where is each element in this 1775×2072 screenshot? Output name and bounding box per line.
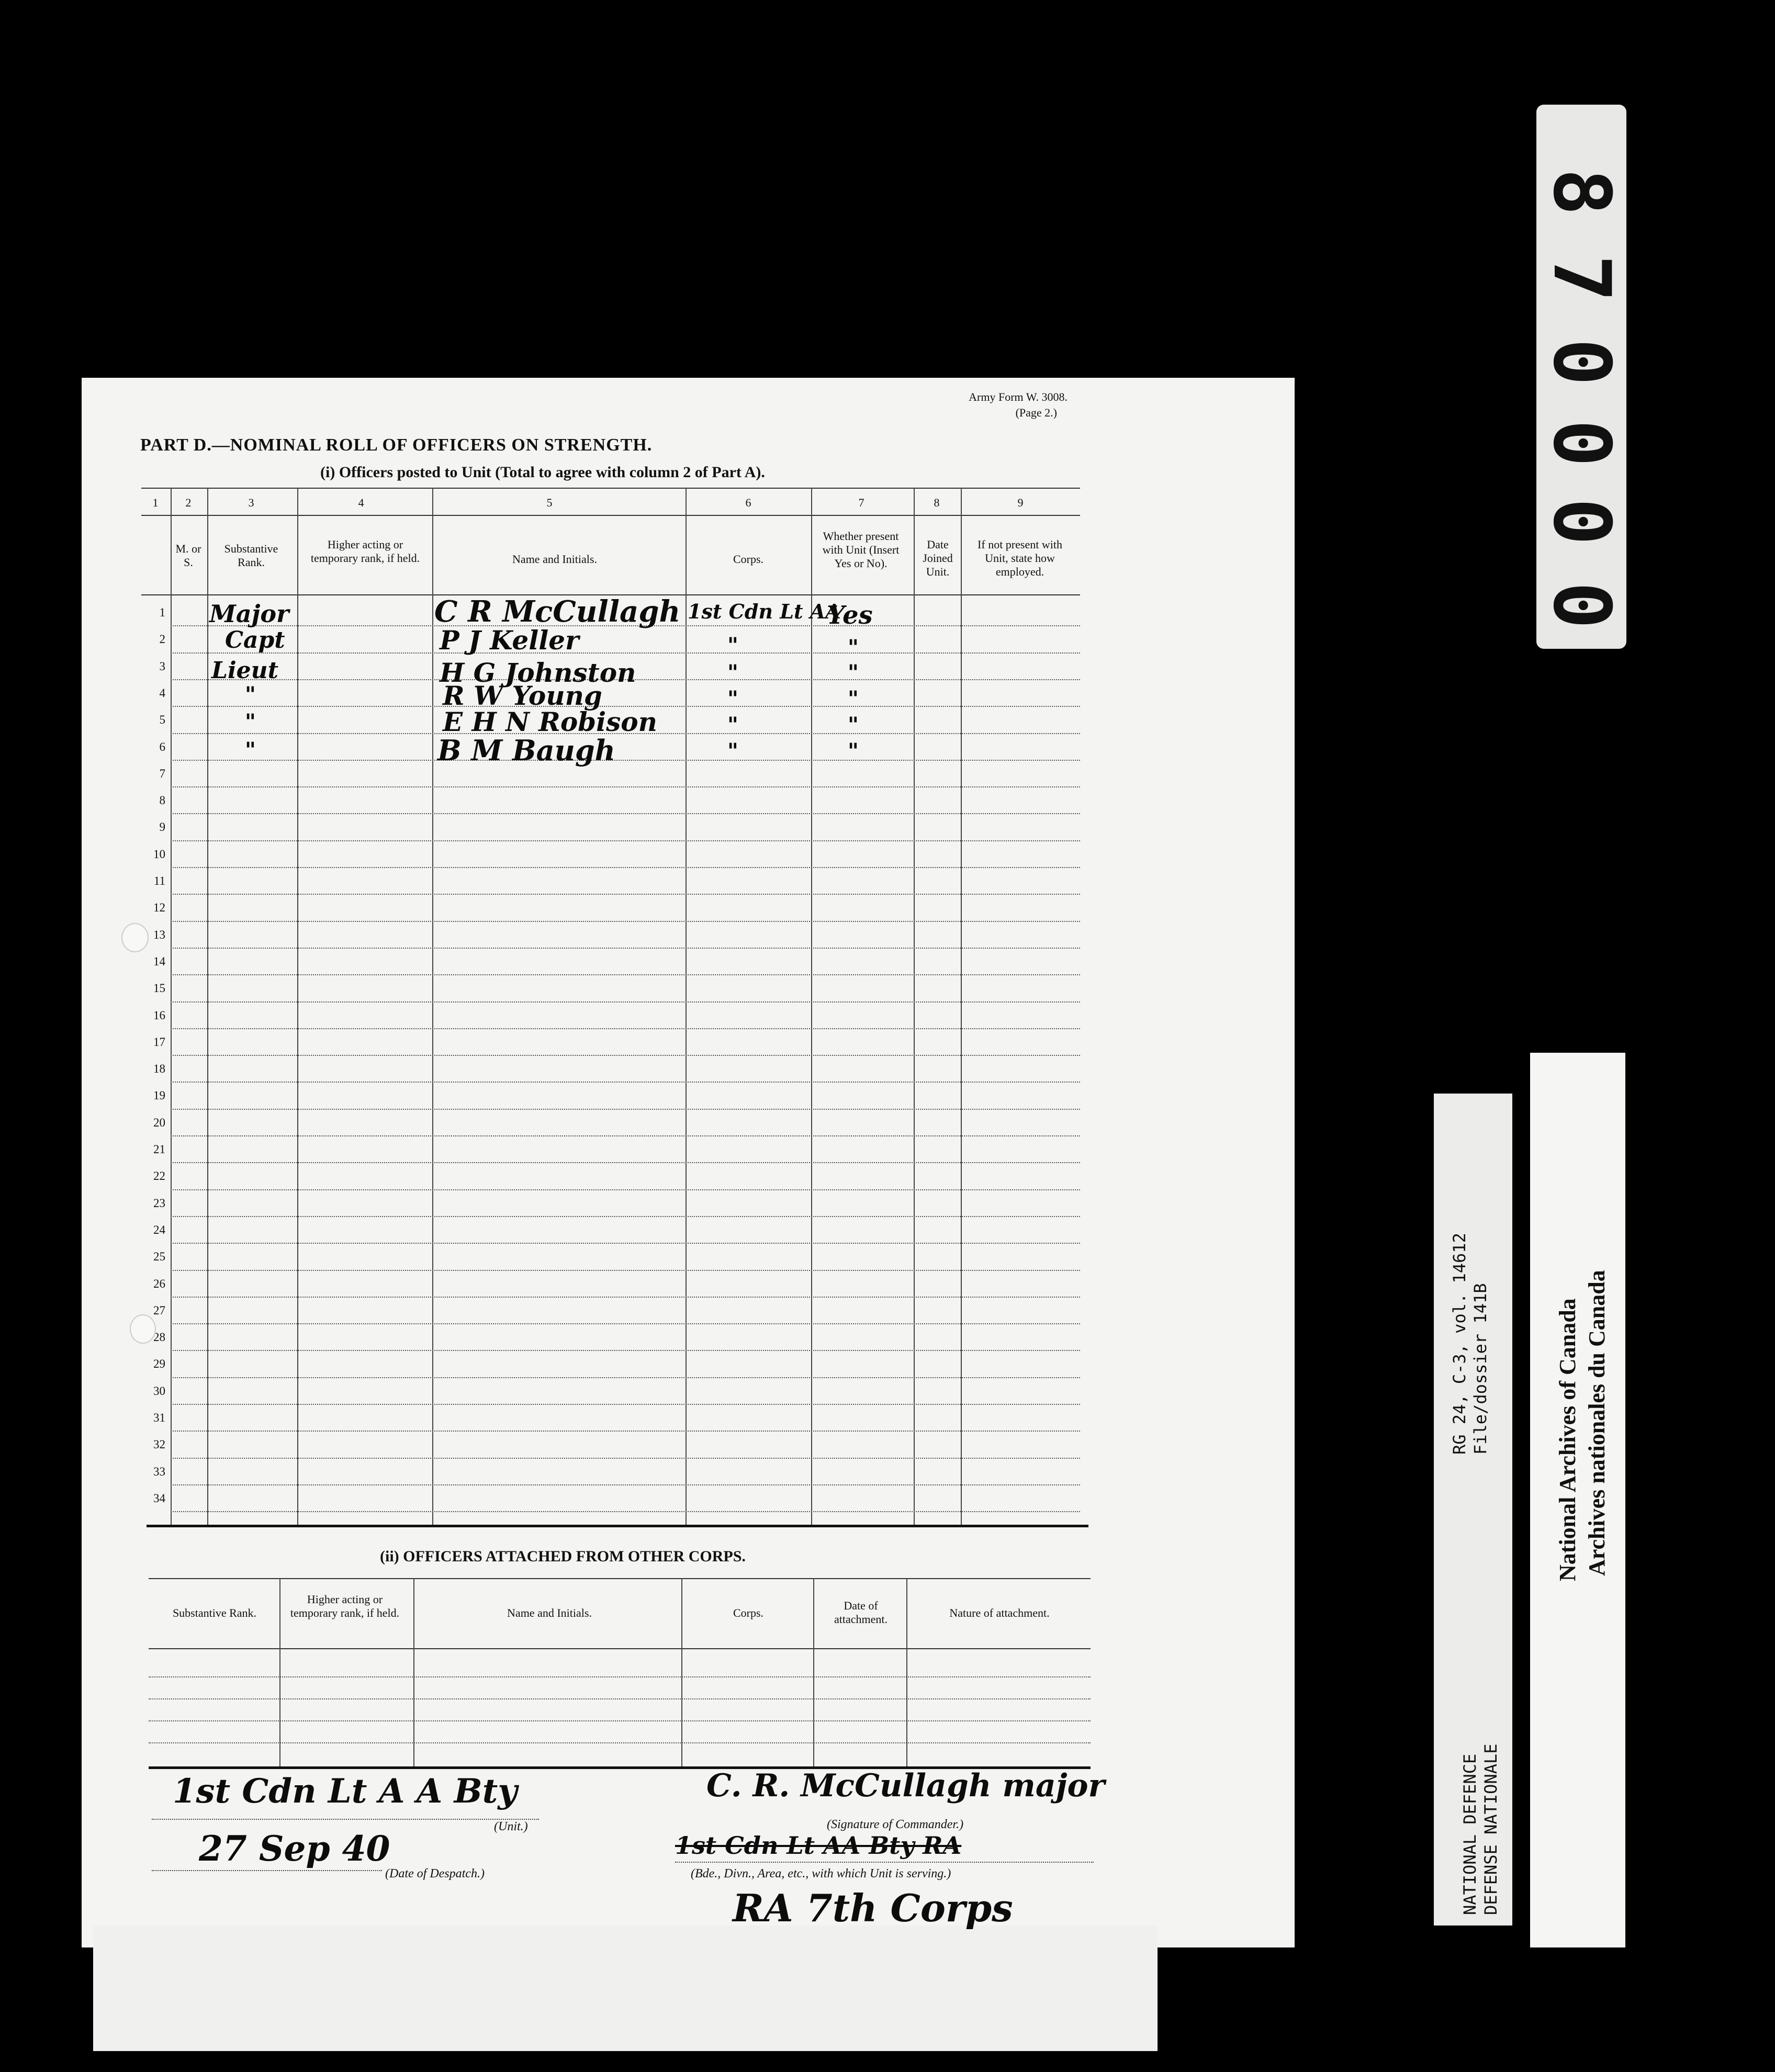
row-line	[171, 1323, 1080, 1324]
row-number: 19	[153, 1089, 165, 1102]
s2-row-line	[149, 1742, 1091, 1743]
row-number: 22	[153, 1169, 165, 1183]
s2-column-line	[906, 1578, 907, 1767]
row-line	[171, 840, 1080, 841]
archives-french: Archives nationales du Canada	[1584, 1270, 1610, 1576]
entry-6-name: B M Baugh	[437, 734, 615, 767]
row-line	[171, 1243, 1080, 1244]
s2-column-line	[279, 1578, 280, 1767]
reference-line-4: DEFENSE NATIONALE	[1481, 1743, 1501, 1915]
header-corps: Corps.	[733, 553, 764, 566]
row-line	[171, 1055, 1080, 1056]
row-line	[171, 1350, 1080, 1351]
entry-2-corps: "	[727, 633, 738, 658]
col-num-3: 3	[248, 496, 254, 509]
entry-5-name: E H N Robison	[443, 706, 657, 737]
row-line	[171, 1297, 1080, 1298]
row-number: 24	[153, 1223, 165, 1236]
entry-3-rank: Lieut	[211, 657, 278, 684]
header-ms: M. or S.	[175, 542, 201, 569]
s2-header-substantive-rank: Substantive Rank.	[172, 1606, 257, 1619]
column-line	[207, 488, 208, 1526]
row-number: 1	[159, 606, 165, 619]
reference-line-2: File/dossier 141B	[1470, 1283, 1490, 1455]
row-number: 23	[153, 1196, 165, 1210]
row-line	[171, 921, 1080, 922]
col-num-5: 5	[546, 496, 553, 509]
signature: C. R. McCullagh major	[706, 1767, 1105, 1804]
despatch-value: 27 Sep 40	[199, 1828, 390, 1869]
row-line	[171, 867, 1080, 868]
entry-4-name: R W Young	[443, 680, 602, 711]
section1-title: (i) Officers posted to Unit (Total to agree with column 2 of Part A).	[320, 464, 765, 481]
row-line	[171, 1028, 1080, 1029]
row-number: 8	[159, 794, 165, 807]
despatch-line	[152, 1870, 382, 1871]
row-number: 12	[153, 901, 165, 915]
s2-row-line	[149, 1720, 1091, 1721]
row-line	[171, 1216, 1080, 1217]
row-number: 16	[153, 1008, 165, 1022]
row-number: 26	[153, 1277, 165, 1290]
table2-header-rule	[149, 1648, 1091, 1649]
frame-digit: 0	[1536, 419, 1627, 467]
part-title: PART D.—NOMINAL ROLL OF OFFICERS ON STRENGTH.	[140, 435, 653, 455]
punch-hole	[130, 1314, 156, 1344]
row-number: 27	[153, 1303, 165, 1317]
formation-label: (Bde., Divn., Area, etc., with which Unit is serving.)	[691, 1867, 951, 1880]
row-line	[171, 948, 1080, 949]
col-num-6: 6	[745, 496, 751, 509]
signature-label: (Signature of Commander.)	[827, 1818, 964, 1831]
row-line	[171, 1484, 1080, 1485]
header-present: Whether present with Unit (Insert Yes or No).	[822, 530, 900, 570]
punch-hole	[121, 923, 149, 952]
row-number: 25	[153, 1250, 165, 1264]
row-number: 11	[153, 874, 165, 887]
column-line	[811, 488, 812, 1526]
entry-1-corps: 1st Cdn Lt AA	[688, 600, 841, 623]
entry-2-name: P J Keller	[440, 625, 579, 656]
row-line	[171, 1458, 1080, 1459]
row-line	[171, 1001, 1080, 1003]
row-number: 14	[153, 954, 165, 968]
row-number: 4	[159, 686, 165, 700]
row-number: 17	[153, 1035, 165, 1049]
row-number: 10	[153, 847, 165, 861]
unit-line	[152, 1819, 539, 1820]
column-line	[961, 488, 962, 1526]
s2-header-corps: Corps.	[733, 1606, 764, 1619]
entry-6-present: "	[848, 739, 859, 763]
row-number: 13	[153, 928, 165, 941]
form-number: Army Form W. 3008.	[969, 390, 1068, 403]
row-line	[171, 760, 1080, 761]
s2-column-line	[681, 1578, 682, 1767]
entry-1-present: Yes	[827, 601, 873, 630]
entry-3-corps: "	[727, 660, 738, 685]
entry-1-name: C R McCullagh	[434, 594, 681, 629]
entry-4-corps: "	[727, 686, 738, 711]
frame-number-strip	[1536, 105, 1626, 649]
entry-3-name: H G Johnston	[440, 657, 636, 688]
s2-header-date-attachment: Date of attachment.	[834, 1599, 887, 1626]
form-sheet-lower-page	[93, 1925, 1158, 2051]
formation-value: RA 7th Corps	[733, 1886, 1013, 1930]
archives-english: National Archives of Canada	[1555, 1298, 1580, 1581]
row-line	[171, 1270, 1080, 1271]
archives-strip	[1530, 1053, 1625, 1947]
formation-line	[675, 1862, 1094, 1863]
col-num-8: 8	[934, 496, 940, 509]
row-line	[171, 974, 1080, 975]
header-date-joined: Date Joined Unit.	[923, 538, 953, 578]
col-num-1: 1	[152, 496, 159, 509]
row-number: 34	[153, 1491, 165, 1505]
frame-digit: 8	[1536, 168, 1627, 216]
row-number: 20	[153, 1116, 165, 1129]
row-line	[171, 652, 1080, 654]
despatch-label: (Date of Despatch.)	[385, 1867, 485, 1880]
row-number: 28	[153, 1331, 165, 1344]
entry-5-present: "	[848, 713, 859, 737]
row-number: 31	[153, 1411, 165, 1424]
entry-3-present: "	[848, 660, 859, 685]
row-number: 3	[159, 659, 165, 673]
frame-digit: 0	[1536, 338, 1627, 386]
row-line	[171, 1404, 1080, 1405]
row-number: 6	[159, 740, 165, 753]
col-num-7: 7	[858, 496, 864, 509]
table-top-rule	[141, 488, 1080, 489]
row-line	[171, 813, 1080, 814]
header-substantive-rank: Substantive Rank.	[224, 542, 278, 569]
reference-line-3: NATIONAL DEFENCE	[1460, 1753, 1480, 1915]
row-number: 32	[153, 1438, 165, 1451]
column-line	[432, 488, 433, 1526]
entry-5-rank: "	[245, 710, 256, 734]
row-number: 2	[159, 633, 165, 646]
entry-1-rank: Major	[209, 600, 289, 628]
reference-strip	[1434, 1094, 1512, 1925]
row-number: 7	[159, 767, 165, 780]
row-line	[171, 1082, 1080, 1083]
row-number: 5	[159, 713, 165, 727]
row-number: 18	[153, 1062, 165, 1076]
s2-row-line	[149, 1676, 1091, 1677]
row-line	[171, 786, 1080, 787]
entry-2-rank: Capt	[225, 627, 285, 654]
column-line	[171, 488, 172, 1526]
unit-label: (Unit.)	[494, 1820, 528, 1833]
row-line	[171, 1135, 1080, 1136]
s2-row-line	[149, 1698, 1091, 1699]
row-number: 33	[153, 1465, 165, 1478]
section2-title: (ii) OFFICERS ATTACHED FROM OTHER CORPS.	[380, 1548, 746, 1565]
row-number: 21	[153, 1143, 165, 1156]
row-line	[171, 1377, 1080, 1378]
column-line	[686, 488, 687, 1526]
row-line	[171, 1109, 1080, 1110]
unit-value: 1st Cdn Lt A A Bty	[173, 1772, 518, 1811]
col-num-4: 4	[358, 496, 364, 509]
col-num-9: 9	[1017, 496, 1024, 509]
entry-4-present: "	[848, 686, 859, 711]
row-line	[171, 1431, 1080, 1432]
entry-2-present: "	[848, 635, 859, 660]
entry-6-rank: "	[245, 738, 256, 762]
row-number: 30	[153, 1384, 165, 1398]
row-line	[171, 1511, 1080, 1512]
column-number-rule	[141, 515, 1080, 516]
frame-digit: 0	[1536, 498, 1627, 546]
column-line	[914, 488, 915, 1526]
row-number: 9	[159, 820, 165, 834]
row-line	[171, 1189, 1080, 1190]
frame-digit: 7	[1536, 254, 1627, 302]
formation-struck: 1st Cdn Lt AA Bty RA	[675, 1831, 962, 1860]
header-name: Name and Initials.	[512, 553, 597, 566]
row-number: 29	[153, 1357, 165, 1371]
header-higher-rank: Higher acting or temporary rank, if held.	[310, 538, 420, 565]
entry-5-corps: "	[727, 713, 738, 737]
column-line	[297, 488, 298, 1526]
s2-header-nature: Nature of attachment.	[949, 1606, 1050, 1619]
s2-header-higher-rank: Higher acting or temporary rank, if held.	[290, 1593, 400, 1619]
table1-bottom-rule	[147, 1525, 1088, 1527]
entry-6-corps: "	[727, 739, 738, 763]
frame-digit: 0	[1536, 581, 1627, 629]
row-line	[171, 894, 1080, 895]
s2-column-line	[813, 1578, 814, 1767]
reference-line-1: RG 24, C-3, vol. 14612	[1450, 1233, 1469, 1455]
s2-header-name: Name and Initials.	[507, 1606, 592, 1619]
table2-top-rule	[149, 1578, 1091, 1579]
row-line	[171, 1162, 1080, 1163]
page-number: (Page 2.)	[1015, 406, 1057, 419]
row-number: 15	[153, 982, 165, 995]
header-if-not-present: If not present with Unit, state how employed.	[978, 538, 1062, 578]
entry-4-rank: "	[245, 682, 256, 707]
s2-column-line	[413, 1578, 414, 1767]
col-num-2: 2	[185, 496, 192, 509]
